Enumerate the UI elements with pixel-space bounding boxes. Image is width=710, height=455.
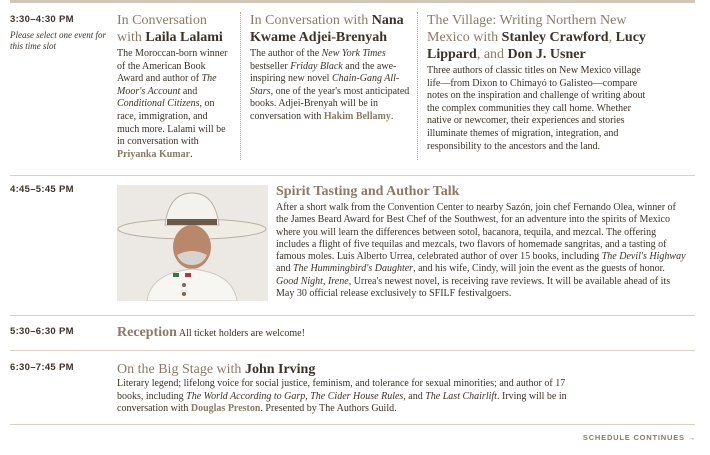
column-divider [240, 12, 241, 160]
time-slot-2: 4:45–5:45 PM [10, 184, 74, 195]
speaker-link-hakim-bellamy[interactable]: Hakim Bellamy [323, 110, 391, 122]
event-title-john-irving: On the Big Stage with John Irving [117, 362, 316, 377]
event-reception [117, 325, 305, 341]
speaker-link-priyanka-kumar[interactable]: Priyanka Kumar [117, 148, 191, 160]
row-divider [10, 424, 695, 425]
event-title-spirit-tasting[interactable]: Spirit Tasting and Author Talk [276, 184, 460, 199]
column-divider [417, 12, 418, 160]
event-description: Three authors of classic titles on New Mexico village life—from Dixon to Chimayó to Galisteo—compare notes on the inspiration and challenge of writing about the complex communities they call home. Whether native or newcomer, their experiences and stories illuminate themes of migration, integration, and responsibility to the ancestors and the land. [427, 65, 646, 152]
event-description: The author of the New York Times bestseller Friday Black and the awe-inspiring new novel Chain-Gang All-Stars, one of the year's most anticipated books. Adjei-Brenyah will be in conversation with Hakim Bellamy. [250, 48, 410, 122]
event-title-reception: Reception [117, 325, 177, 340]
event-title: In Conversation with Laila Lalami [117, 13, 223, 45]
time-slot-4: 6:30–7:45 PM [10, 362, 74, 373]
row-divider [10, 175, 695, 176]
schedule-continues-link[interactable]: SCHEDULE CONTINUES → [582, 433, 696, 442]
speaker-link-douglas-preston[interactable]: Douglas Preston [190, 403, 261, 414]
chef-in-cowboy-hat-photo [117, 185, 268, 301]
row-divider [10, 315, 695, 316]
event-title: In Conversation with Nana Kwame Adjei-Brenyah [250, 13, 404, 45]
event-title: The Village: Writing Northern New Mexico with Stanley Crawford, Lucy Lippard, and Don J. Usner [427, 13, 646, 62]
time-slot-3: 5:30–6:30 PM [10, 326, 74, 337]
event-laila-lalami [117, 12, 232, 161]
time-slot-1: 3:30–4:30 PM [10, 14, 74, 25]
top-rule [10, 0, 695, 3]
select-one-note: Please select one event for this time slot [10, 30, 106, 51]
event-description-john-irving: Literary legend; lifelong voice for social justice, feminism, and tolerance for sexual minorities; and author of 17 books, including The World According to Garp, The Cider House Rules, and The Last Chairlift. Irving will be in conversation with Douglas Preston. Presented by The Authors Guild. [117, 378, 567, 414]
row-divider [10, 350, 695, 351]
event-description: The Moroccan-born winner of the American Book Award and author of The Moor's Account and Conditional Citizens, on race, immigration, and much more. Lalami will be in conversation with Priyanka Kumar. [117, 48, 228, 160]
event-description-reception: All ticket holders are welcome! [178, 328, 305, 339]
event-description-spirit-tasting: After a short walk from the Convention Center to nearby Sazón, join chef Fernando Olea, winner of the James Beard Award for Best Chef of the Southwest, for an adventure into the spirits of Mexico where you will learn the differences between sotol, bacanora, tequila, and mezcal. The offering includes a flight of five tequilas and mezcals, two flavors of homemade sangritas, and a tasting of famous moles. Luis Alberto Urrea, celebrated author of over 15 books, including The Devil's Highway and The Hummingbird's Daughter, and his wife, Cindy, will join the event as the guests of honor. Good Night, Irene, Urrea's newest novel, is receiving rave reviews. It will be available ahead of its May 30 official release exclusively to SFILF festivalgoers. [276, 202, 686, 300]
event-nana-kwame-adjei-brenyah [250, 12, 410, 124]
event-the-village [427, 12, 652, 153]
